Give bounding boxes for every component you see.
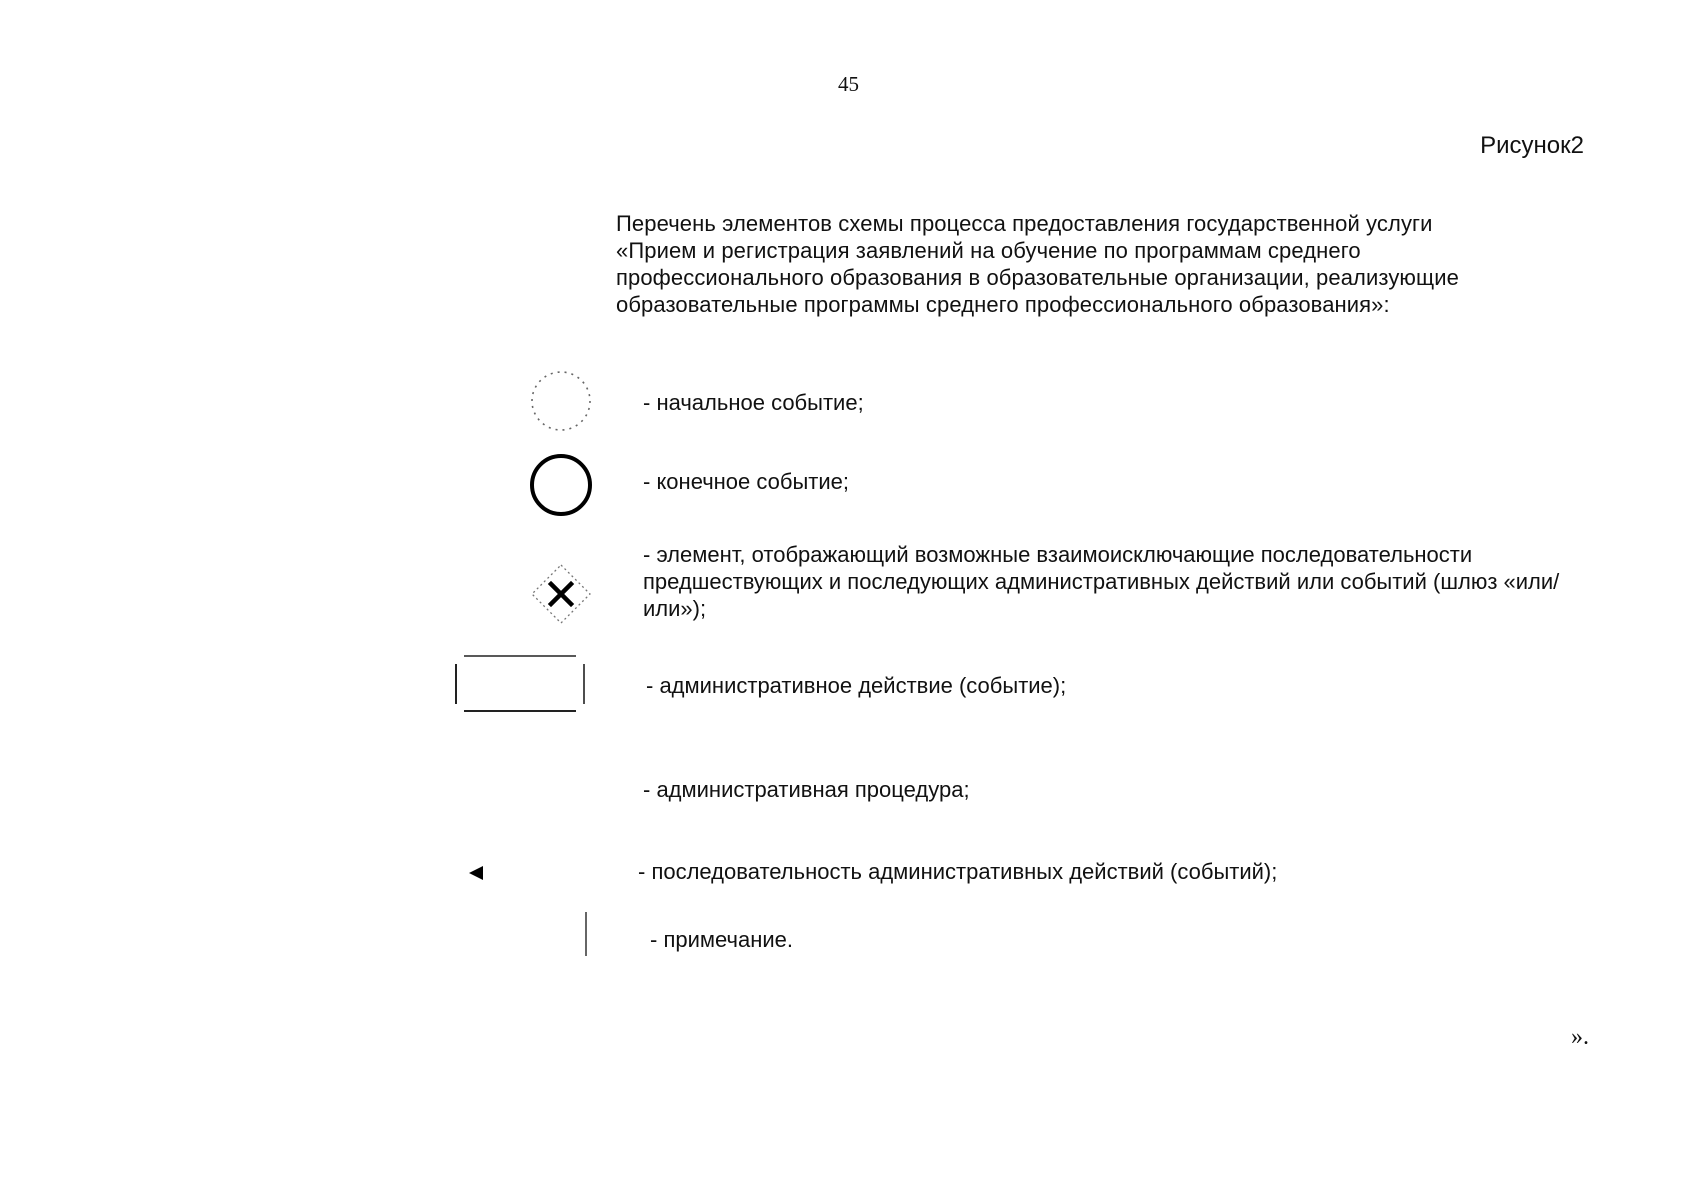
rectangle-icon [452,652,588,716]
arrow-icon [466,862,488,884]
closing-quote: ». [1571,1024,1589,1050]
legend-text-end-event: - конечное событие; [643,469,850,494]
legend-text-start-event: - начальное событие; [643,390,864,415]
legend-text-sequence: - последовательность административных действий (событий); [638,859,1278,884]
page-number: 45 [838,72,859,96]
legend-text-admin-procedure: - административная процедура; [643,777,970,802]
legend-text-admin-action: - административное действие (событие); [646,673,1067,698]
bold-circle-icon [528,452,594,518]
exclusive-gateway-icon [527,560,595,628]
intro-paragraph: Перечень элементов схемы процесса предоставления государственной услуги «Прием и регистрация заявлений на обучение по программам среднего профессионального образования в образовательные организации, реализующие образовательные программы среднего профессионального образования»: [616,211,1459,317]
legend-text-gateway: - элемент, отображающий возможные взаимоисключающие последовательности предшествующих и последующих административных действий или событий (шлюз «или/или»); [643,542,1560,621]
figure-label: Рисунок2 [1480,132,1584,159]
legend-text-note: - примечание. [650,927,793,952]
dotted-circle-icon [528,368,594,434]
note-bracket-icon [580,910,592,958]
